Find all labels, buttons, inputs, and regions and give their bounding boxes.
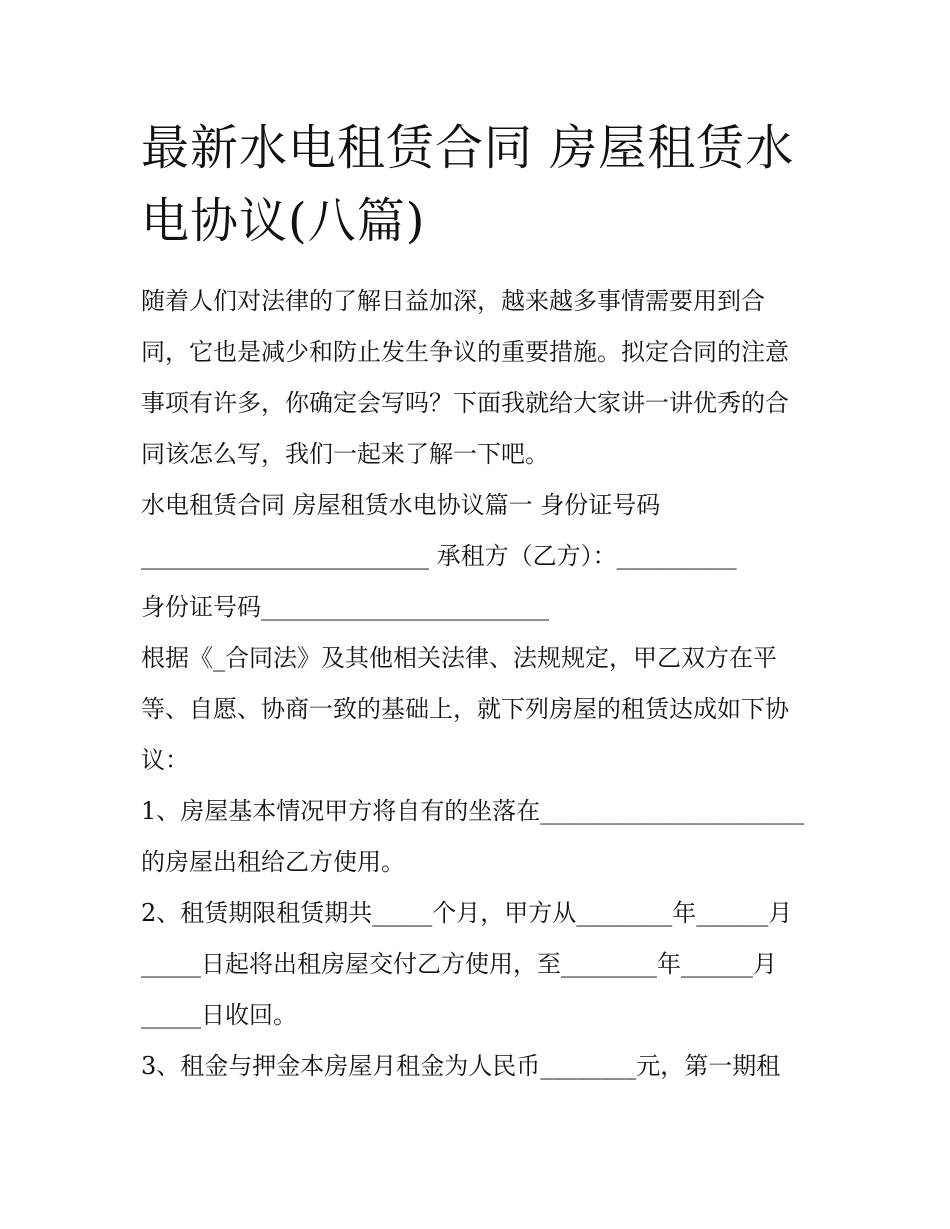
legal-basis-line-3: 议：: [141, 746, 189, 774]
intro-line-2: 同，它也是减少和防止发生争议的重要措施。拟定合同的注意: [141, 338, 789, 366]
document-title: [141, 112, 821, 258]
section-heading-line: 水电租赁合同 房屋租赁水电协议篇一 身份证号码: [141, 491, 661, 519]
intro-line-1: 随着人们对法律的了解日益加深，越来越多事情需要用到合: [141, 287, 765, 315]
clause-2-line-2: _____日起将出租房屋交付乙方使用，至________年______月: [141, 950, 777, 978]
document-body: [141, 276, 821, 1092]
intro-line-3: 事项有许多，你确定会写吗？下面我就给大家讲一讲优秀的合: [141, 389, 789, 417]
clause-1-line-1: 1、房屋基本情况甲方将自有的坐落在______________________: [141, 797, 805, 825]
id-number-line: 身份证号码________________________: [141, 593, 549, 621]
clause-2-line-3: _____日收回。: [141, 1001, 297, 1029]
legal-basis-line-1: 根据《_合同法》及其他相关法律、法规规定，甲乙双方在平: [141, 644, 777, 672]
clause-3-line-1: 3、租金与押金本房屋月租金为人民币________元，第一期租: [141, 1052, 781, 1080]
clause-2-line-1: 2、租赁期限租赁期共_____个月，甲方从________年______月: [141, 899, 793, 927]
intro-line-4: 同该怎么写，我们一起来了解一下吧。: [141, 440, 549, 468]
clause-1-line-2: 的房屋出租给乙方使用。: [141, 848, 405, 876]
tenant-line: ________________________ 承租方（乙方）：__________: [141, 542, 737, 570]
title-line-2: 电协议(八篇): [141, 193, 426, 249]
title-line-1: 最新水电租赁合同 房屋租赁水: [141, 120, 795, 176]
legal-basis-line-2: 等、自愿、协商一致的基础上，就下列房屋的租赁达成如下协: [141, 695, 789, 723]
